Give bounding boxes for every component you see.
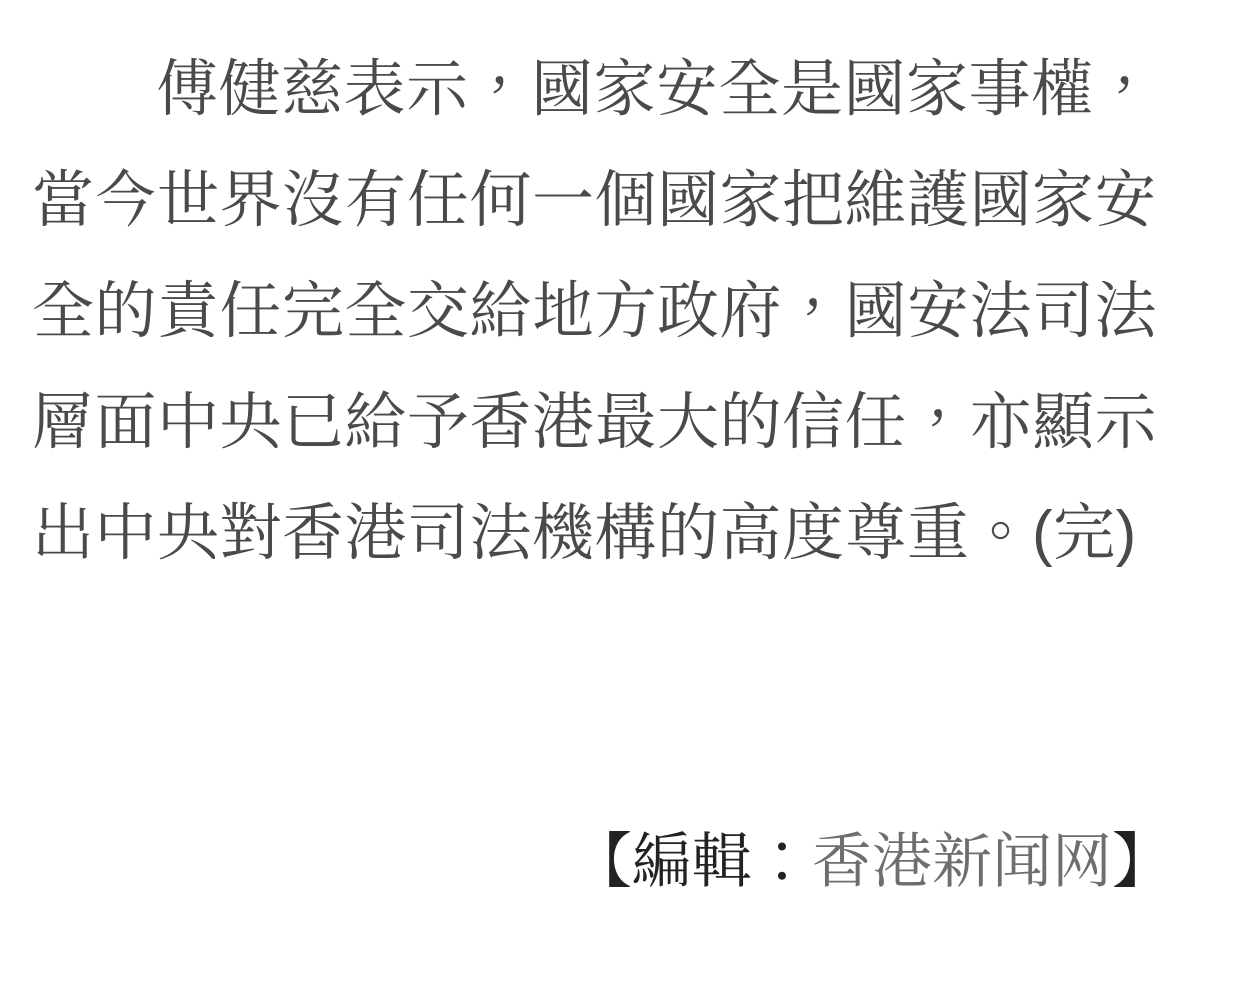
article-paragraph: 傅健慈表示，國家安全是國家事權，當今世界沒有任何一個國家把維護國家安全的責任完全交給地方政府，國安法司法層面中央已給予香港最大的信任，亦顯示出中央對香港司法機構的高度尊重。(完) [32, 55, 1158, 568]
editor-credit-prefix: 【編輯： [572, 828, 812, 895]
editor-credit [572, 822, 1172, 902]
article-body [32, 34, 1194, 589]
editor-credit-suffix: 】 [1112, 828, 1172, 895]
editor-credit-source: 香港新闻网 [812, 828, 1112, 895]
